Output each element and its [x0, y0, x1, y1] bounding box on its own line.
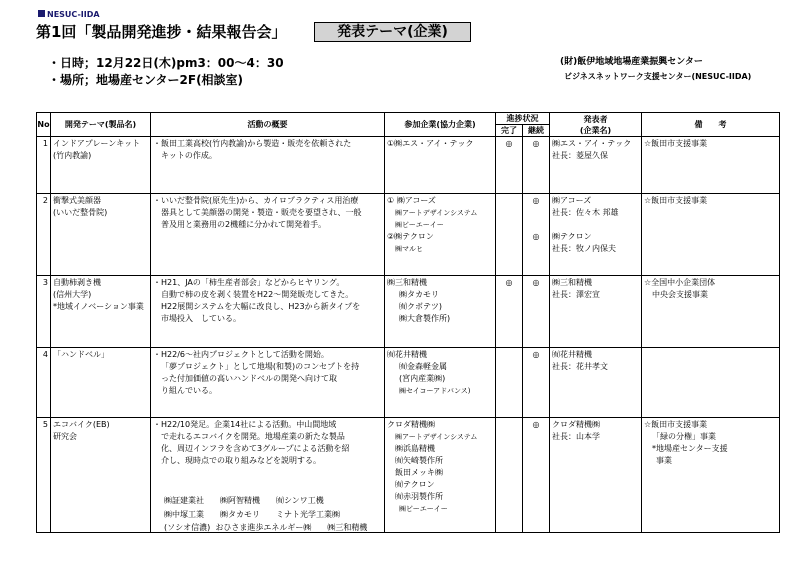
- summary-line: ・飯田工業高校(竹内教諭)から製造・販売を依頼された: [153, 139, 352, 148]
- col-ongoing: 継続: [523, 125, 550, 137]
- company-line: ㈱ビーエーイー: [395, 221, 444, 229]
- col-done: 完了: [496, 125, 523, 137]
- table-row: [37, 418, 780, 533]
- organizer-name: (財)飯伊地域地場産業振興センター: [560, 57, 703, 67]
- remarks-line: 「緑の分権」事業: [652, 432, 716, 441]
- company-line: ㈱浜島精機: [395, 444, 435, 453]
- row-theme: [51, 137, 151, 194]
- company-line: 飯田メッキ㈱: [395, 468, 443, 477]
- remarks-line: ☆飯田市支援事業: [644, 196, 708, 205]
- row-done: ◎: [496, 276, 523, 348]
- summary-line: 介し、現時点での取り組みなどを説明する。: [161, 456, 321, 465]
- place-line: ・場所；地場産センター2F(相談室): [48, 73, 244, 87]
- theme-line: エコバイク(EB): [53, 420, 110, 429]
- theme-table: [36, 112, 780, 533]
- row-companies: [385, 276, 496, 348]
- row-no: 2: [37, 194, 51, 276]
- summary-line: 普及用と業務用の2機種に分かれて開発着手。: [161, 220, 327, 229]
- company-line: ㈲矢崎製作所: [395, 456, 443, 465]
- company-line: ㈲花井精機: [387, 350, 427, 359]
- company-line: ㈱三和精機: [387, 278, 427, 287]
- row-presenter: [550, 418, 642, 533]
- theme-line: (いいだ整骨院): [53, 208, 108, 217]
- row-theme: [51, 276, 151, 348]
- date-line: ・日時；12月22日(木)pm3：00～4：30: [48, 56, 284, 70]
- remarks-line: 中央会支援事業: [652, 290, 708, 299]
- organizer-center: ビジネスネットワーク支援センター(NESUC-IIDA): [564, 72, 752, 81]
- remarks-line: ☆飯田市支援事業: [644, 420, 708, 429]
- row-done: [496, 194, 523, 276]
- remarks-line: 事業: [656, 456, 672, 465]
- presenter-line: 社長：花井孝文: [552, 362, 608, 371]
- row-presenter: [550, 348, 642, 418]
- row-remarks: [642, 137, 780, 194]
- col-theme: 開発テーマ(製品名): [51, 113, 151, 137]
- theme-line: インドアプレーンキット: [53, 139, 141, 148]
- company-line: ㈲金森軽金属: [399, 362, 447, 371]
- summary-line: った付加価値の高いハンドベルの開発へ向けて取: [161, 374, 337, 383]
- row-no: 5: [37, 418, 51, 533]
- theme-line: 「ハンドベル」: [53, 350, 109, 359]
- row-done: ◎: [496, 137, 523, 194]
- company-line: (宮内産業㈱): [399, 374, 446, 383]
- summary-line: H22展開システムを大幅に改良し、H23から新タイプを: [161, 302, 361, 311]
- summary-line: 化、周辺インフラを含めて3グループによる活動を紹: [161, 444, 350, 453]
- ongoing-mark: ◎: [532, 232, 540, 241]
- theme-badge: 発表テーマ(企業): [314, 22, 471, 42]
- row-no: 4: [37, 348, 51, 418]
- presenter-line: ㈱三和精機: [552, 278, 592, 287]
- row-companies: [385, 137, 496, 194]
- header-row: [37, 113, 780, 125]
- col-progress: 進捗状況: [496, 113, 550, 125]
- company-line: ㈱大倉製作所): [399, 314, 451, 323]
- row-presenter: [550, 137, 642, 194]
- row-summary: [151, 194, 385, 276]
- ongoing-mark: ◎: [532, 196, 540, 205]
- summary-line: り組んでいる。: [161, 386, 217, 395]
- col-companies: 参加企業(協力企業): [385, 113, 496, 137]
- presenter-line: 社長：澤宏宣: [552, 290, 600, 299]
- company-line: ㈱タカモリ: [399, 290, 439, 299]
- remarks-line: ☆全国中小企業団体: [644, 278, 716, 287]
- col-summary: 活動の概要: [151, 113, 385, 137]
- square-icon: [38, 10, 45, 17]
- summary-line: 器具として美顔器の開発・製造・販売を要望され、一般: [161, 208, 362, 217]
- org-tag-text: NESUC-IIDA: [47, 10, 100, 19]
- extra-companies: [164, 494, 367, 535]
- theme-line: (竹内教諭): [53, 151, 92, 160]
- theme-line: 研究会: [53, 432, 77, 441]
- page-title: 第1回「製品開発進捗・結果報告会」: [36, 23, 287, 41]
- company-line: クロダ精機㈱: [387, 420, 435, 429]
- row-done: [496, 348, 523, 418]
- presenter-line: クロダ精機㈱: [552, 420, 600, 429]
- row-presenter: [550, 194, 642, 276]
- company-line: ㈱アートデザインシステム: [395, 209, 478, 217]
- col-no: No: [37, 113, 51, 137]
- extra-company-line: ㈱中塚工業 ㈱タカモリ ミナト光学工業㈱: [164, 509, 340, 519]
- row-companies: [385, 418, 496, 533]
- row-ongoing: ◎: [523, 276, 550, 348]
- row-remarks: [642, 276, 780, 348]
- summary-line: キットの作成。: [161, 151, 217, 160]
- col-presenter-line1: 発表者: [583, 114, 608, 124]
- row-done: [496, 418, 523, 533]
- presenter-line: ㈱アコーズ: [552, 196, 592, 205]
- summary-line: ・いいだ整骨院(原先生)から、カイロプラクティス用治療: [153, 196, 359, 205]
- presenter-line: 社長：牧ノ内保夫: [552, 244, 616, 253]
- theme-line: 衝撃式美顔器: [53, 196, 101, 205]
- company-line: ① ㈱アコーズ: [387, 196, 436, 205]
- row-remarks: [642, 418, 780, 533]
- row-remarks: [642, 194, 780, 276]
- org-tag: [38, 10, 100, 19]
- presenter-line: 社長：佐々木 邦雄: [552, 208, 619, 217]
- col-presenter-line2: (企業名): [579, 125, 612, 135]
- remarks-line: ☆飯田市支援事業: [644, 139, 708, 148]
- company-line: ②㈱テクロン: [387, 232, 434, 241]
- row-ongoing: ◎: [523, 348, 550, 418]
- summary-line: ・H21、JAの「柿生産者部会」などからヒヤリング。: [153, 278, 345, 287]
- row-presenter: [550, 276, 642, 348]
- row-theme: [51, 418, 151, 533]
- row-ongoing: ◎: [523, 418, 550, 533]
- table-row: [37, 137, 780, 194]
- row-ongoing: ◎: [523, 137, 550, 194]
- company-line: ㈲テクロン: [395, 480, 435, 489]
- presenter-line: ㈲花井精機: [552, 350, 592, 359]
- summary-line: で走れるエコバイクを開発。地場産業の新たな製品: [161, 432, 345, 441]
- company-line: ㈲クボテツ): [399, 302, 443, 311]
- col-remarks: 備 考: [642, 113, 780, 137]
- row-summary: [151, 276, 385, 348]
- company-line: ㈱マルヒ: [395, 245, 423, 253]
- presenter-line: 社長：山本学: [552, 432, 600, 441]
- summary-line: 市場投入 している。: [161, 314, 241, 323]
- presenter-line: ㈱テクロン: [552, 232, 592, 241]
- extra-company-line: ㈱証建業社 ㈱阿智精機 ㈲シンワ工機: [164, 496, 324, 505]
- company-line: ㈱ビーエーイー: [399, 505, 448, 513]
- extra-company-line: (ソシオ信濃) おひさま進歩エネルギー㈱ ㈱三和精機: [164, 523, 368, 532]
- row-companies: [385, 348, 496, 418]
- summary-line: 自動で柿の皮を剥く装置をH22～開発販売してきた。: [161, 290, 354, 299]
- presenter-line: ㈱エス・アイ・テック: [552, 139, 632, 148]
- row-ongoing: [523, 194, 550, 276]
- summary-line: ・H22/6～社内プロジェクトとして活動を開始。: [153, 350, 329, 359]
- row-companies: [385, 194, 496, 276]
- table-row: [37, 194, 780, 276]
- row-remarks: [642, 348, 780, 418]
- row-theme: [51, 348, 151, 418]
- row-summary: [151, 137, 385, 194]
- company-line: ㈲赤羽製作所: [395, 492, 443, 501]
- summary-line: 「夢プロジェクト」として地場(和製)のコンセプトを持: [161, 362, 360, 371]
- table-row: [37, 348, 780, 418]
- summary-line: ・H22/10発足。企業14社による活動。中山間地域: [153, 420, 337, 429]
- row-theme: [51, 194, 151, 276]
- theme-line: *地域イノベーション事業: [53, 302, 144, 311]
- col-presenter: [550, 113, 642, 137]
- theme-line: 自動柿剥き機: [53, 278, 101, 287]
- table-row: [37, 276, 780, 348]
- presenter-line: 社長：菱屋久保: [552, 151, 608, 160]
- remarks-line: *地場産センター支援: [652, 444, 728, 453]
- row-no: 3: [37, 276, 51, 348]
- theme-line: (信州大学): [53, 290, 92, 299]
- row-no: 1: [37, 137, 51, 194]
- company-line: ①㈱エス・アイ・テック: [387, 139, 474, 148]
- row-summary: [151, 348, 385, 418]
- company-line: ㈱アートデザインシステム: [395, 433, 478, 441]
- company-line: ㈱セイコーアドバンス): [399, 387, 471, 395]
